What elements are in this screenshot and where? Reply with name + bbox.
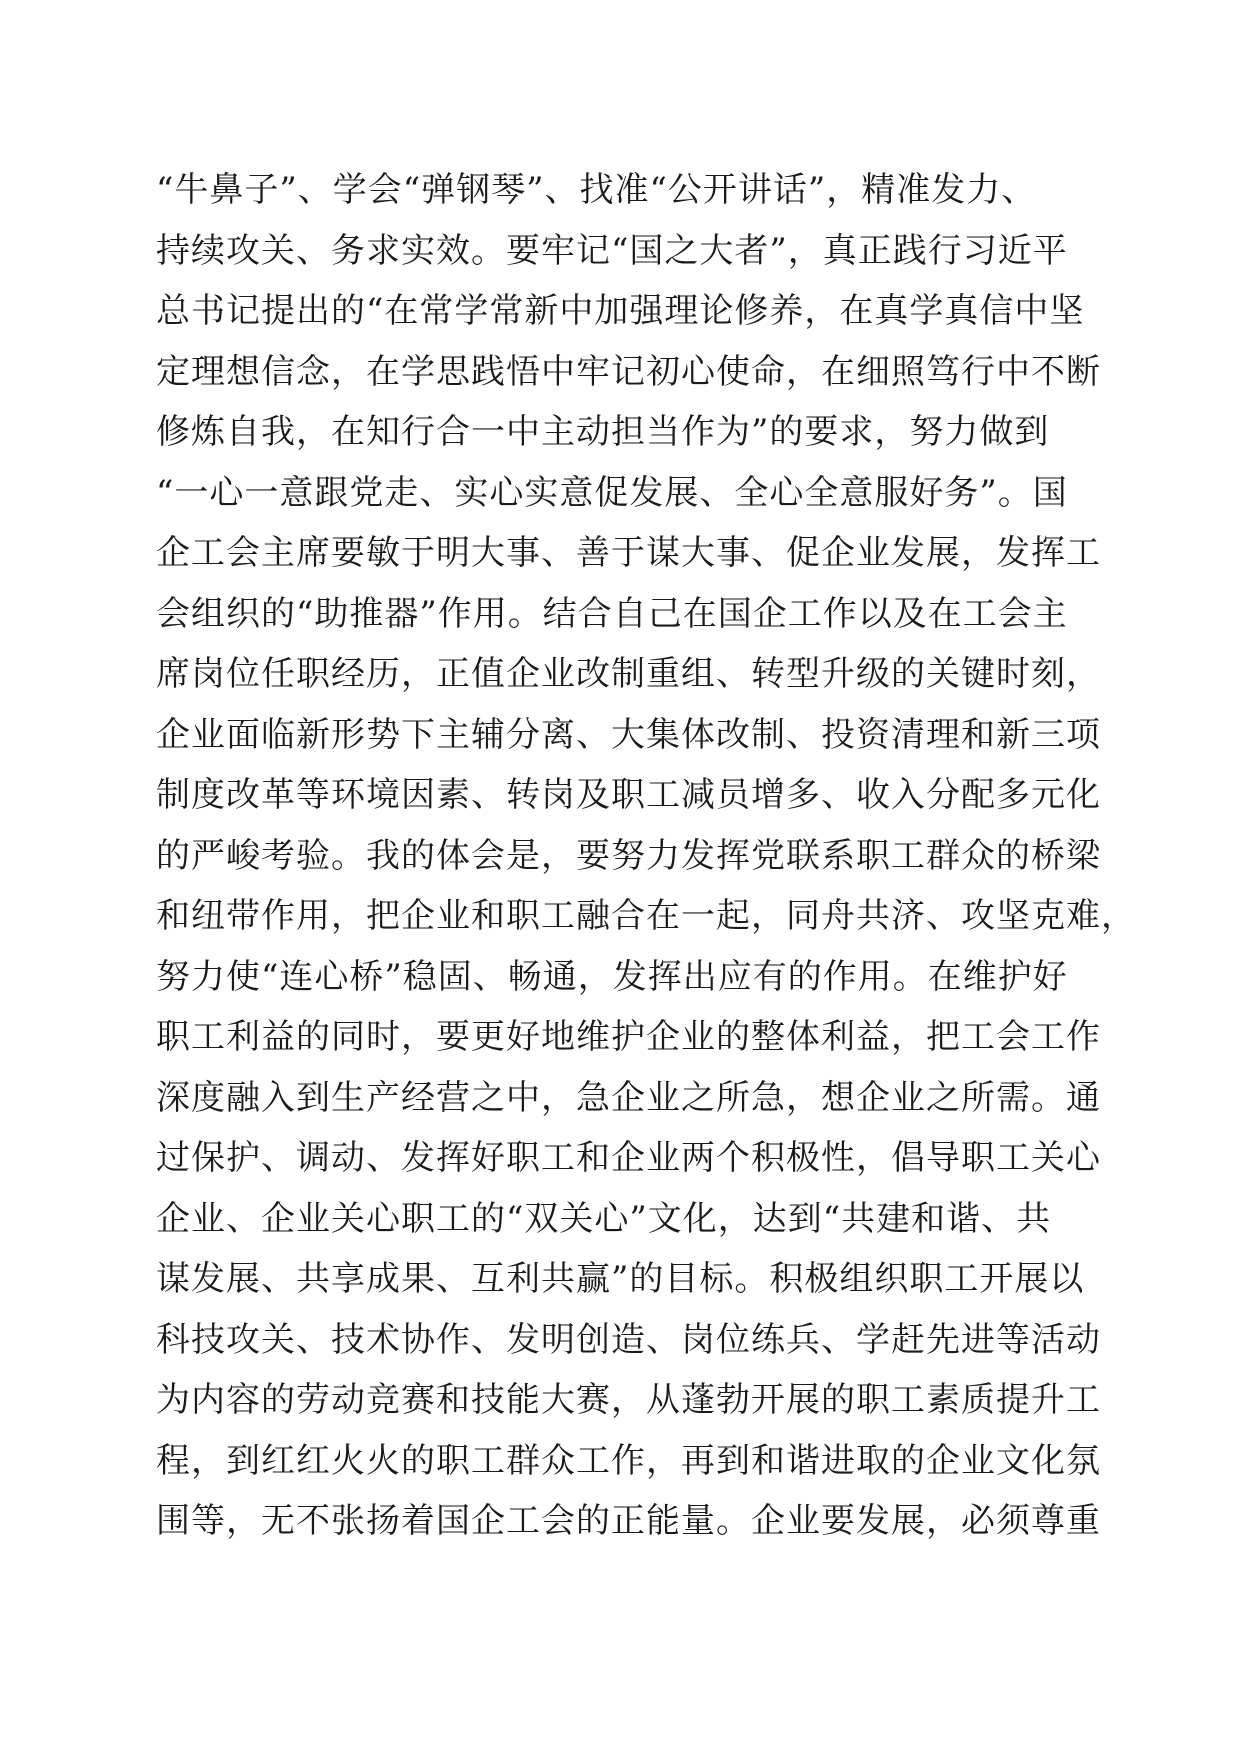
text-line: 定理想信念，在学思践悟中牢记初心使命，在细照笃行中不断: [156, 351, 1101, 392]
text-line: 程，到红红火火的职工群众工作，再到和谐进取的企业文化氛: [156, 1440, 1101, 1481]
text-line: 过保护、调动、发挥好职工和企业两个积极性，倡导职工关心: [156, 1138, 1101, 1178]
body-text: [156, 160, 1136, 1552]
text-line: 谋发展、共享成果、互利共赢”的目标。积极组织职工开展以: [156, 1259, 1085, 1299]
text-line: 围等，无不张扬着国企工会的正能量。企业要发展，必须尊重: [156, 1501, 1101, 1541]
text-line: 总书记提出的“在常学常新中加强理论修养，在真学真信中坚: [156, 291, 1085, 331]
text-line: 席岗位任职经历，正值企业改制重组、转型升级的关键时刻，: [156, 654, 1101, 694]
text-line: 会组织的“助推器”作用。结合自己在国企工作以及在工会主: [156, 593, 1068, 634]
text-line: 的严峻考验。我的体会是，要努力发挥党联系职工群众的桥梁: [156, 835, 1101, 876]
text-line: 持续攻关、务求实效。要牢记“国之大者”，真正践行习近平: [156, 230, 1068, 271]
text-line: “牛鼻子”、学会“弹钢琴”、找准“公开讲话”，精准发力、: [156, 170, 1037, 210]
text-line: 科技攻关、技术协作、发明创造、岗位练兵、学赶先进等活动: [156, 1319, 1101, 1360]
text-line: 职工利益的同时，要更好地维护企业的整体利益，把工会工作: [156, 1017, 1101, 1057]
text-line: 企业、企业关心职工的“双关心”文化，达到“共建和谐、共: [156, 1198, 1052, 1239]
text-line: 企业面临新形势下主辅分离、大集体改制、投资清理和新三项: [156, 714, 1101, 755]
text-line: 努力使“连心桥”稳固、畅通，发挥出应有的作用。在维护好: [156, 956, 1068, 997]
text-line: 深度融入到生产经营之中，急企业之所急，想企业之所需。通: [156, 1077, 1101, 1118]
text-line: 制度改革等环境因素、转岗及职工减员增多、收入分配多元化: [156, 775, 1101, 815]
text-line: 和纽带作用，把企业和职工融合在一起，同舟共济、攻坚克难，: [156, 896, 1136, 936]
text-line: 修炼自我，在知行合一中主动担当作为”的要求，努力做到: [156, 412, 1050, 452]
text-line: 为内容的劳动竞赛和技能大赛，从蓬勃开展的职工素质提升工: [156, 1380, 1101, 1420]
text-line: “一心一意跟党走、实心实意促发展、全心全意服好务”。国: [156, 472, 1068, 513]
text-line: 企工会主席要敏于明大事、善于谋大事、促企业发展，发挥工: [156, 533, 1101, 573]
